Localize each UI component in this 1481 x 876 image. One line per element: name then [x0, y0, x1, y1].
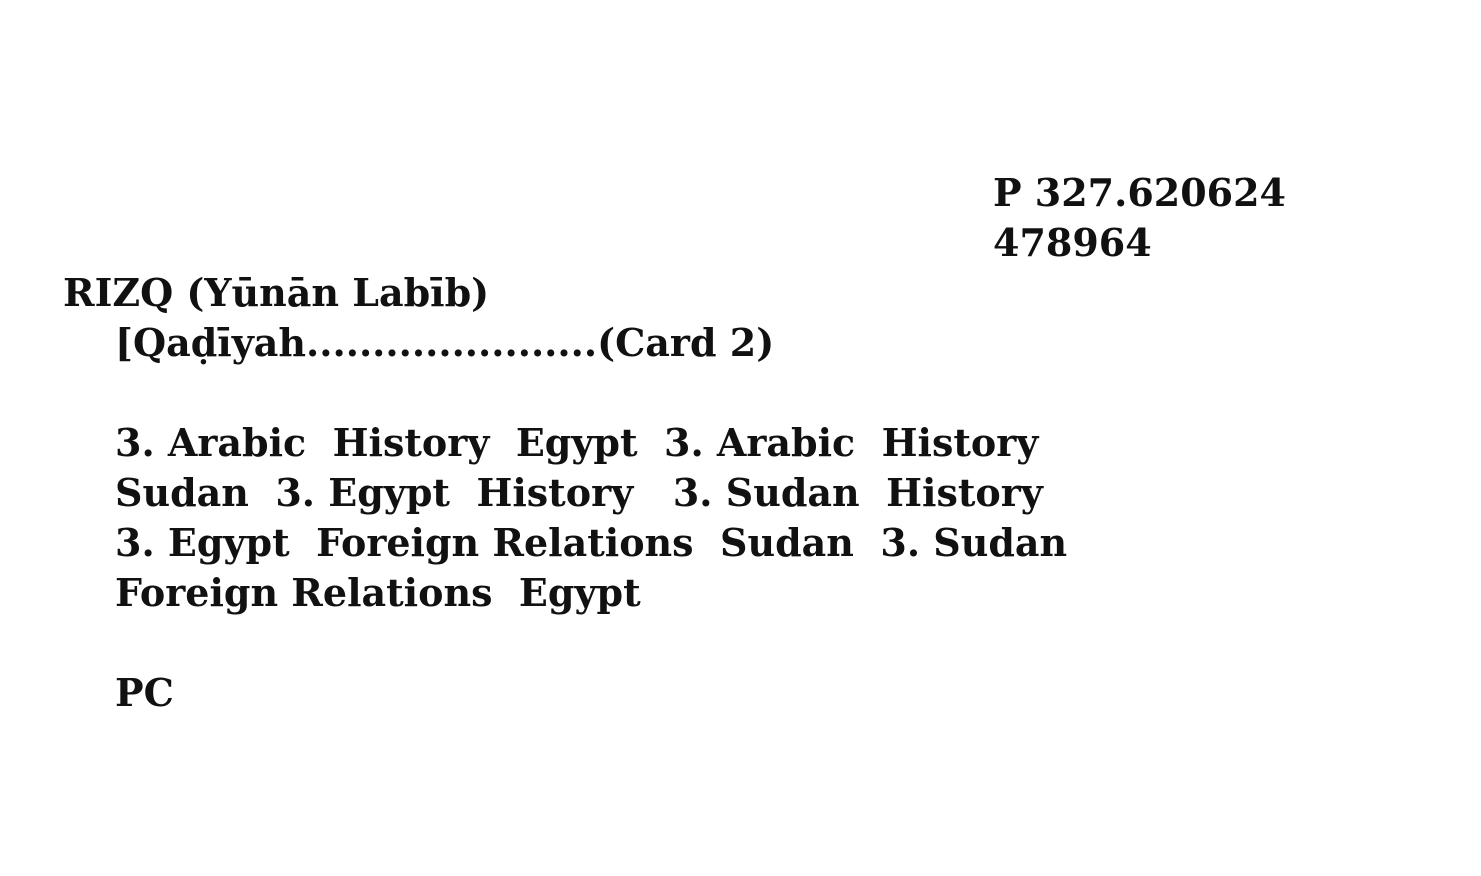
accession-number: 478964 [993, 220, 1152, 265]
subject-line: Sudan 3. Egypt History 3. Sudan History [115, 470, 1043, 515]
subject-line: 3. Arabic History Egypt 3. Arabic History [115, 420, 1039, 465]
title-line: [Qaḍīyah......................(Card 2) [115, 320, 775, 365]
author-heading: RIZQ (Yūnān Labīb) [63, 270, 490, 315]
call-number: P 327.620624 [993, 170, 1286, 215]
subject-line: 3. Egypt Foreign Relations Sudan 3. Sudan [115, 520, 1068, 565]
location-note: PC [115, 670, 174, 715]
subject-line: Foreign Relations Egypt [115, 570, 641, 615]
